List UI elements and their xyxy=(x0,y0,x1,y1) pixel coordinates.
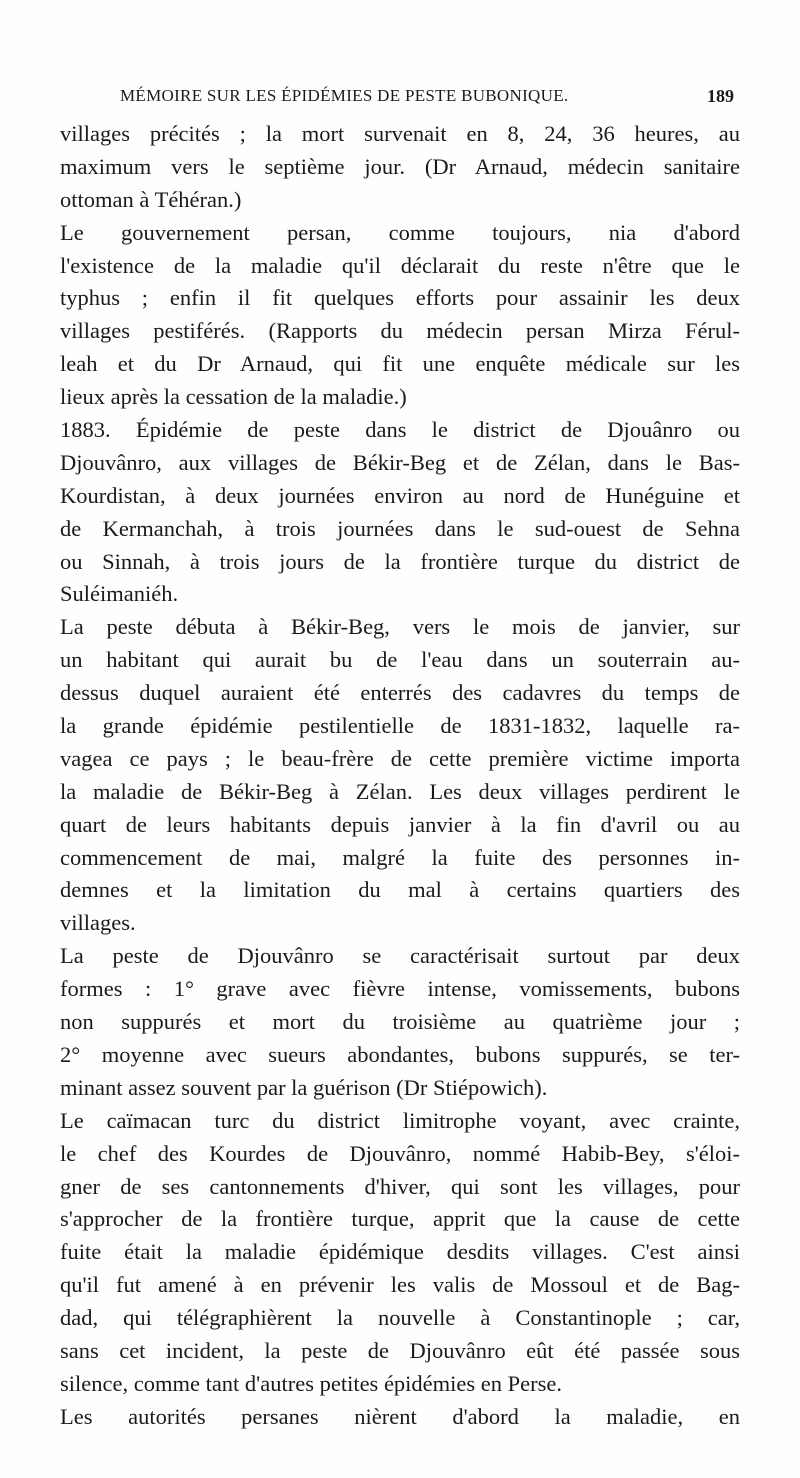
text-line: Les autorités persanes nièrent d'abord la maladie, en xyxy=(60,1403,740,1429)
text-line: 1883. Épidémie de peste dans le district de Djouânro ou xyxy=(60,417,740,443)
text-line: lieux après la cessation de la maladie.) xyxy=(60,384,407,410)
text-line: non suppurés et mort du troisième au quatrième jour ; xyxy=(60,1009,740,1035)
text-line: la maladie de Békir-Beg à Zélan. Les deux villages perdirent le xyxy=(60,778,740,804)
body-text xyxy=(60,118,740,1434)
text-line: ou Sinnah, à trois jours de la frontière turque du district de xyxy=(60,548,740,574)
text-line: La peste débuta à Békir-Beg, vers le mois de janvier, sur xyxy=(60,614,740,640)
text-line: s'approcher de la frontière turque, apprit que la cause de cette xyxy=(60,1206,740,1232)
text-line: Suléimaniéh. xyxy=(60,581,179,607)
text-line: villages précités ; la mort survenait en 8, 24, 36 heures, au xyxy=(60,121,740,146)
text-line: Kourdistan, à deux journées environ au nord de Hunéguine et xyxy=(60,482,740,508)
text-line: ottoman à Téhéran.) xyxy=(60,186,242,212)
text-line: silence, comme tant d'autres petites épidémies en Perse. xyxy=(60,1370,563,1396)
text-line: fuite était la maladie épidémique desdits villages. C'est ainsi xyxy=(60,1239,740,1265)
text-line: formes : 1° grave avec fièvre intense, vomissements, bubons xyxy=(60,976,740,1002)
running-title: MÉMOIRE SUR LES ÉPIDÉMIES DE PESTE BUBONIQUE. xyxy=(120,86,569,105)
text-line: villages pestiférés. (Rapports du médecin persan Mirza Férul- xyxy=(60,318,740,344)
text-line: Le caïmacan turc du district limitrophe voyant, avec crainte, xyxy=(60,1107,740,1133)
text-line: commencement de mai, malgré la fuite des personnes in- xyxy=(60,844,740,870)
text-line: gner de ses cantonnements d'hiver, qui sont les villages, pour xyxy=(60,1173,740,1199)
running-head xyxy=(60,86,740,116)
text-line: dad, qui télégraphièrent la nouvelle à Constantinople ; car, xyxy=(60,1305,740,1331)
text-line: maximum vers le septième jour. (Dr Arnaud, médecin sanitaire xyxy=(60,153,740,179)
text-line: qu'il fut amené à en prévenir les valis de Mossoul et de Bag- xyxy=(60,1272,740,1298)
text-line: l'existence de la maladie qu'il déclarait du reste n'être que le xyxy=(60,252,740,278)
text-line: dessus duquel auraient été enterrés des cadavres du temps de xyxy=(60,680,740,706)
text-line: un habitant qui aurait bu de l'eau dans un souterrain au- xyxy=(60,647,740,673)
text-line: typhus ; enfin il fit quelques efforts pour assainir les deux xyxy=(60,285,740,311)
text-line: le chef des Kourdes de Djouvânro, nommé Habib-Bey, s'éloi- xyxy=(60,1140,740,1166)
text-line: sans cet incident, la peste de Djouvânro eût été passée sous xyxy=(60,1337,740,1363)
text-line: 2° moyenne avec sueurs abondantes, bubons suppurés, se ter- xyxy=(60,1041,740,1067)
text-line: demnes et la limitation du mal à certains quartiers des xyxy=(60,877,740,903)
text-line: de Kermanchah, à trois journées dans le sud-ouest de Sehna xyxy=(60,515,740,541)
text-line: la grande épidémie pestilentielle de 1831-1832, laquelle ra- xyxy=(60,713,740,739)
text-line: La peste de Djouvânro se caractérisait surtout par deux xyxy=(60,943,740,969)
text-line: Le gouvernement persan, comme toujours, nia d'abord xyxy=(60,219,740,245)
text-line: leah et du Dr Arnaud, qui fit une enquête médicale sur les xyxy=(60,351,740,377)
text-line: quart de leurs habitants depuis janvier à la fin d'avril ou au xyxy=(60,811,740,837)
text-line: Djouvânro, aux villages de Békir-Beg et de Zélan, dans le Bas- xyxy=(60,449,740,475)
text-line: vagea ce pays ; le beau-frère de cette première victime importa xyxy=(60,745,740,771)
text-line: minant assez souvent par la guérison (Dr Stiépowich). xyxy=(60,1074,548,1100)
page-number: 189 xyxy=(707,86,734,106)
text-line: villages. xyxy=(60,910,136,936)
